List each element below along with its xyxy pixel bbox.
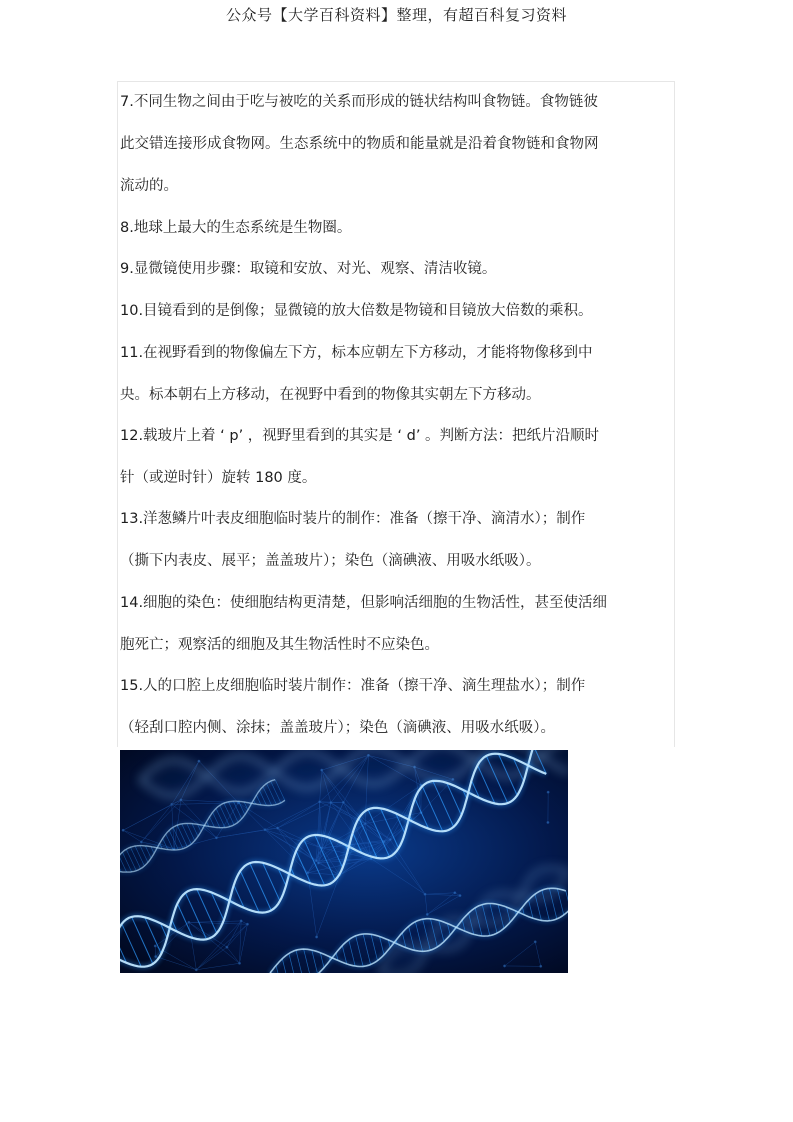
text-line: 央。标本朝右上方移动，在视野中看到的物像其实朝左下方移动。 <box>120 387 541 403</box>
text-line: 9.显微镜使用步骤：取镜和安放、对光、观察、清洁收镜。 <box>120 261 497 277</box>
text-line: 12.载玻片上着 ‘ p’ ，视野里看到的其实是 ‘ d’ 。判断方法：把纸片沿顺时 <box>120 428 600 444</box>
text-line: 13.洋葱鳞片叶表皮细胞临时装片的制作：准备（擦干净、滴清水）；制作 <box>120 511 586 527</box>
page-header: 公众号【大学百科资料】整理，有超百科复习资料 <box>225 6 567 24</box>
text-line: 10.目镜看到的是倒像；显微镜的放大倍数是物镜和目镜放大倍数的乘积。 <box>120 303 593 319</box>
text-line: 11.在视野看到的物像偏左下方，标本应朝左下方移动，才能将物像移到中 <box>120 345 593 361</box>
text-line: 此交错连接形成食物网。生态系统中的物质和能量就是沿着食物链和食物网 <box>120 136 599 152</box>
text-line: 14.细胞的染色：使细胞结构更清楚，但影响活细胞的生物活性，甚至使活细 <box>120 595 608 611</box>
text-line: 针（或逆时针）旋转 180 度。 <box>120 470 317 486</box>
text-line: 7.不同生物之间由于吃与被吃的关系而形成的链状结构叫食物链。食物链彼 <box>120 94 598 110</box>
text-line: 8.地球上最大的生态系统是生物圈。 <box>120 220 352 236</box>
text-line: 15.人的口腔上皮细胞临时装片制作：准备（擦干净、滴生理盐水）；制作 <box>120 678 586 694</box>
text-line: 胞死亡；观察活的细胞及其生物活性时不应染色。 <box>120 637 439 653</box>
text-line: （撕下内表皮、展平；盖盖玻片）；染色（滴碘液、用吸水纸吸）。 <box>120 553 541 569</box>
text-line: （轻刮口腔内侧、涂抹；盖盖玻片）；染色（滴碘液、用吸水纸吸）。 <box>120 720 555 736</box>
dna-helix-illustration <box>120 750 568 973</box>
text-line: 流动的。 <box>120 178 178 194</box>
content-box <box>117 81 675 747</box>
